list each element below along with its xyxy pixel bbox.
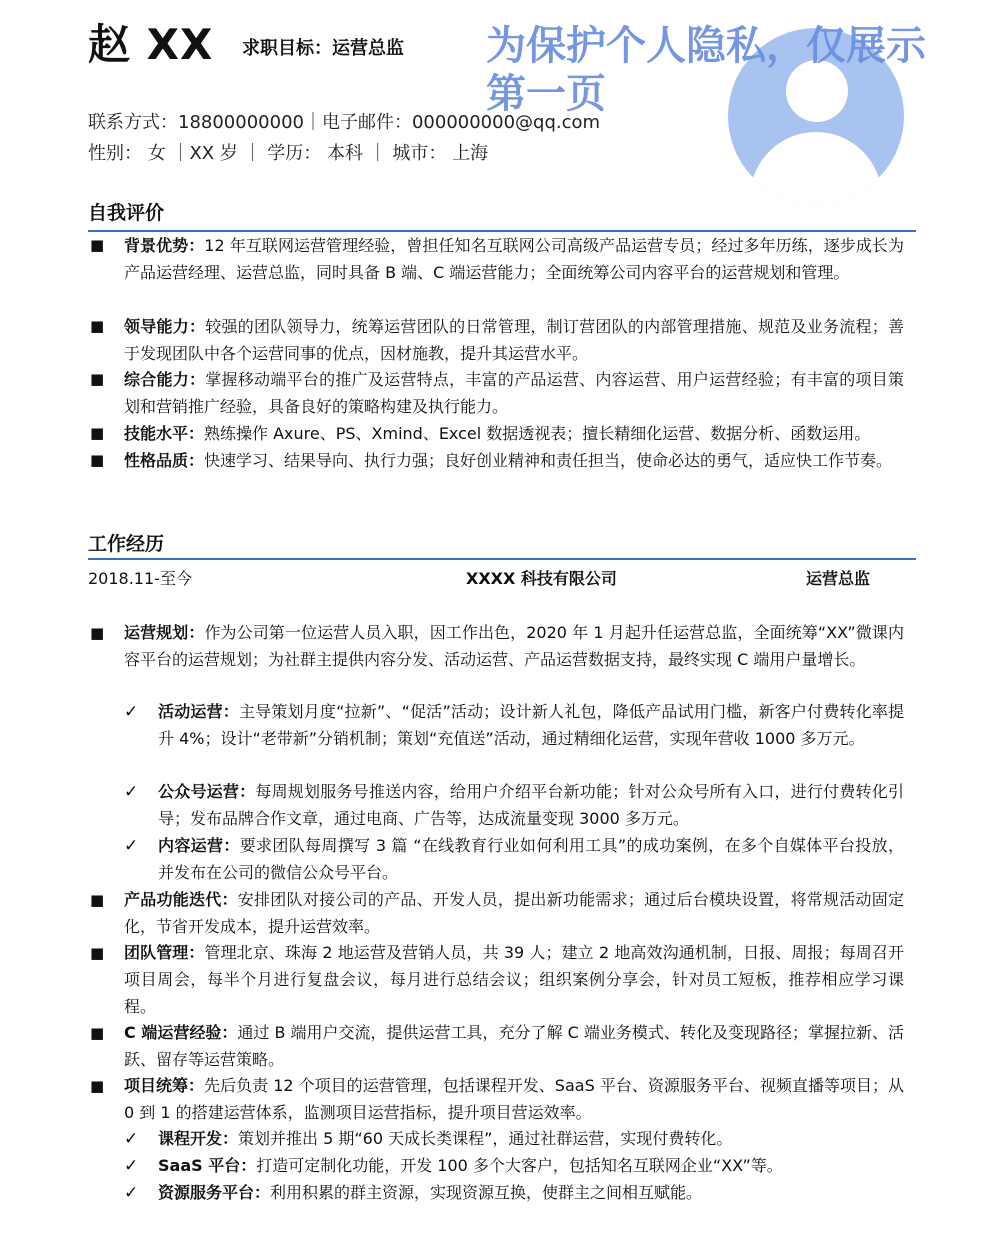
job-goal-label: 求职目标：	[242, 38, 332, 59]
self-eval-item: 性格品质：快速学习、结果导向、执行力强；良好创业精神和责任担当，使命必达的勇气，适应快工作节奏。	[124, 451, 893, 470]
work-subitem: 内容运营：要求团队每周撰写 3 篇 “在线教育行业如何利用工具”的成功案例，在多个自媒体平台投放，并发布在公司的微信公众号平台。	[158, 836, 904, 882]
self-eval-item: 综合能力：掌握移动端平台的推广及运营特点，丰富的产品运营、内容运营、用户运营经验；有丰富的项目策划和营销推广经验，具备良好的策略构建及执行能力。	[124, 370, 904, 416]
square-bullet-icon: ■	[90, 236, 105, 254]
check-bullet-icon: ✓	[124, 836, 139, 856]
check-bullet-icon: ✓	[124, 1156, 139, 1176]
job-goal-value: 运营总监	[332, 38, 404, 59]
self-eval-item: 领导能力：较强的团队领导力，统筹运营团队的日常管理，制订营团队的内部管理措施、规范及业务流程；善于发现团队中各个运营同事的优点，因材施教，提升其运营水平。	[124, 317, 904, 363]
work-subitem: 资源服务平台：利用积累的群主资源，实现资源互换，使群主之间相互赋能。	[158, 1183, 703, 1202]
check-bullet-icon: ✓	[124, 782, 139, 802]
avatar-body	[750, 132, 882, 204]
contact-line: 联系方式：18800000000｜电子邮件：000000000@qq.com	[88, 112, 601, 133]
square-bullet-icon: ■	[90, 1077, 105, 1095]
work-subitem: SaaS 平台：打造可定制化功能，开发 100 多个大客户，包括知名互联网企业“XX”等。	[158, 1156, 783, 1175]
work-subitem: 课程开发：策划并推出 5 期“60 天成长类课程”，通过社群运营，实现付费转化。	[158, 1129, 733, 1148]
square-bullet-icon: ■	[90, 451, 105, 469]
candidate-name: 赵 XX	[88, 20, 214, 69]
work-divider	[88, 558, 916, 560]
check-bullet-icon: ✓	[124, 1183, 139, 1203]
self-eval-item: 背景优势：12 年互联网运营管理经验，曾担任知名互联网公司高级产品运营专员；经过多年历练，逐步成长为产品运营经理、运营总监，同时具备 B 端、C 端运营能力；全面统筹公司内容平台的运营规划和管理。	[124, 236, 904, 282]
square-bullet-icon: ■	[90, 424, 105, 442]
job-goal	[242, 34, 404, 60]
square-bullet-icon: ■	[90, 891, 105, 909]
work-item: 产品功能迭代：安排团队对接公司的产品、开发人员，提出新功能需求；通过后台模块设置，将常规活动固定化，节省开发成本，提升运营效率。	[124, 890, 904, 936]
check-bullet-icon: ✓	[124, 1129, 139, 1149]
work-item: 团队管理：管理北京、珠海 2 地运营及营销人员，共 39 人；建立 2 地高效沟通机制，日报、周报；每周召开项目周会，每半个月进行复盘会议，每月进行总结会议；组织案例分享会，针对员工短板，推荐相应学习课程。	[124, 943, 904, 1016]
company-name: XXXX 科技有限公司	[466, 569, 617, 588]
work-subitem: 公众号运营：每周规划服务号推送内容，给用户介绍平台新功能；针对公众号所有入口，进行付费转化引导；发布品牌合作文章，通过电商、广告等，达成流量变现 3000 多万元。	[158, 782, 904, 828]
square-bullet-icon: ■	[90, 624, 105, 642]
square-bullet-icon: ■	[90, 1024, 105, 1042]
square-bullet-icon: ■	[90, 944, 105, 962]
work-period: 2018.11-至今	[88, 569, 192, 588]
square-bullet-icon: ■	[90, 317, 105, 335]
job-position: 运营总监	[806, 569, 871, 588]
work-subitem: 活动运营：主导策划月度“拉新”、“促活”活动；设计新人礼包，降低产品试用门槛，新客户付费转化率提升 4%；设计“老带新”分销机制；策划“充值送”活动，通过精细化运营，实现年营收 1000 多万元。	[158, 702, 904, 748]
self-eval-title: 自我评价	[88, 202, 165, 224]
work-item: C 端运营经验：通过 B 端用户交流，提供运营工具，充分了解 C 端业务模式、转化及变现路径；掌握拉新、活跃、留存等运营策略。	[124, 1023, 904, 1069]
check-bullet-icon: ✓	[124, 702, 139, 722]
square-bullet-icon: ■	[90, 370, 105, 388]
personal-info-line: 性别： 女 ｜XX 岁 ｜ 学历： 本科 ｜ 城市： 上海	[88, 143, 489, 164]
privacy-watermark: 为保护个人隐私，仅展示第一页	[486, 23, 926, 117]
work-item: 运营规划：作为公司第一位运营人员入职，因工作出色，2020 年 1 月起升任运营总监，全面统筹“XX”微课内容平台的运营规划；为社群主提供内容分发、活动运营、产品运营数据支持，最终实现 C 端用户量增长。	[124, 623, 904, 669]
work-item: 项目统筹：先后负责 12 个项目的运营管理，包括课程开发、SaaS 平台、资源服务平台、视频直播等项目；从 0 到 1 的搭建运营体系，监测项目运营指标，提升项目营运效率。	[124, 1076, 904, 1122]
work-title: 工作经历	[88, 533, 165, 555]
self-eval-item: 技能水平：熟练操作 Axure、PS、Xmind、Excel 数据透视表；擅长精细化运营、数据分析、函数运用。	[124, 424, 871, 443]
